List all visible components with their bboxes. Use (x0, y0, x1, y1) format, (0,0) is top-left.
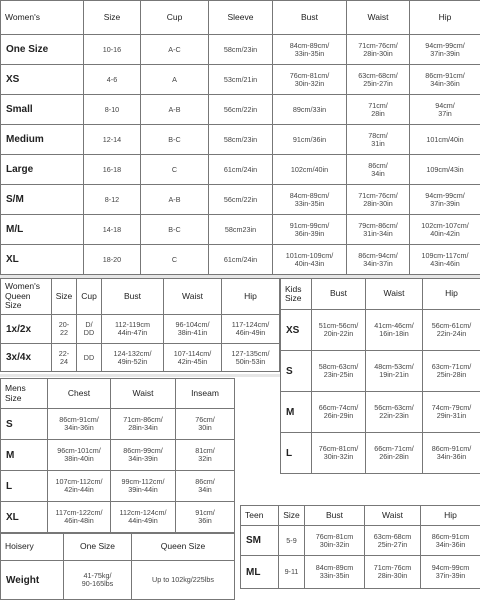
kids-header-row (281, 279, 480, 310)
table-cell: 107cm-112cm/ 42in-44in (48, 471, 111, 502)
table-row (1, 95, 480, 125)
table-cell: 8-12 (84, 185, 141, 215)
table-cell: 101cm-109cm/ 40in-43in (273, 245, 347, 275)
table-row (281, 392, 480, 433)
table-row (1, 315, 280, 344)
table-cell: 56cm-61cm/ 22in-24in (423, 310, 480, 351)
table-cell: 74cm-79cm/ 29in-31in (423, 392, 480, 433)
womens-queen-size-table (0, 278, 280, 372)
women-header-hip: Hip (410, 1, 480, 35)
table-row (281, 351, 480, 392)
row-label: XL (1, 245, 84, 275)
table-cell: 99cm-112cm/ 39in-44in (111, 471, 176, 502)
table-cell: 109cm-117cm/ 43in-46in (410, 245, 480, 275)
table-cell: 10-16 (84, 35, 141, 65)
teen-size-table (240, 505, 480, 589)
row-label: L (1, 471, 48, 502)
table-cell: 91cm/ 36in (176, 502, 235, 533)
table-row (1, 155, 480, 185)
table-row (1, 409, 235, 440)
table-cell: 102cm/40in (273, 155, 347, 185)
row-label: M (281, 392, 312, 433)
table-cell: 81cm/ 32in (176, 440, 235, 471)
queen-header-row (1, 279, 280, 315)
table-cell: 4-6 (84, 65, 141, 95)
row-label: 1x/2x (1, 315, 52, 344)
table-cell: A (141, 65, 209, 95)
table-cell: D/ DD (77, 315, 102, 344)
table-cell: 53cm/21in (209, 65, 273, 95)
row-label: XS (1, 65, 84, 95)
table-cell: 101cm/40in (410, 125, 480, 155)
row-label: S/M (1, 185, 84, 215)
table-cell: 86cm-91cm/ 34in-36in (423, 433, 480, 474)
mens-header-inseam: Inseam (176, 379, 235, 409)
row-label: 3x/4x (1, 344, 52, 372)
table-cell: 86cm-99cm/ 34in-39in (111, 440, 176, 471)
table-cell: A-B (141, 95, 209, 125)
queen-header-cup: Cup (77, 279, 102, 315)
table-cell: 94cm-99cm/ 37in-39in (410, 185, 480, 215)
table-cell: C (141, 245, 209, 275)
table-cell: 112-119cm 44in-47in (102, 315, 164, 344)
table-cell: 71cm-76cm/ 28in-30in (347, 185, 410, 215)
women-header-cup: Cup (141, 1, 209, 35)
table-cell: 71cm-76cm/ 28in-30in (347, 35, 410, 65)
table-row (1, 471, 235, 502)
table-cell: 66cm-74cm/ 26in-29in (312, 392, 366, 433)
table-cell: 41cm-46cm/ 16in-18in (366, 310, 423, 351)
table-cell: 91cm/36in (273, 125, 347, 155)
table-cell: 109cm/43in (410, 155, 480, 185)
row-label: M (1, 440, 48, 471)
hosiery-size-table (0, 533, 235, 600)
table-row (281, 433, 480, 474)
table-cell: 58cm/23in (209, 125, 273, 155)
table-cell: 84cm-89cm/ 33in-35in (273, 35, 347, 65)
row-label: SM (241, 526, 279, 556)
table-cell: 127-135cm/ 50in-53in (222, 344, 280, 372)
row-label: ML (241, 556, 279, 589)
teen-header-row (241, 506, 480, 526)
table-cell: 117cm-122cm/ 46in-48in (48, 502, 111, 533)
table-cell: 71cm-86cm/ 28in-34in (111, 409, 176, 440)
table-cell: B-C (141, 125, 209, 155)
row-label: Large (1, 155, 84, 185)
table-cell: 94cm-99cm/ 37in-39in (410, 35, 480, 65)
mens-header-mens-size: Mens Size (1, 379, 48, 409)
table-cell: 86cm-94cm/ 34in-37in (347, 245, 410, 275)
table-row (1, 344, 280, 372)
table-cell: 79cm-86cm/ 31in-34in (347, 215, 410, 245)
row-label: S (281, 351, 312, 392)
row-label: Weight (1, 561, 64, 600)
teen-header-bust: Bust (305, 506, 365, 526)
mens-header-chest: Chest (48, 379, 111, 409)
queen-header-bust: Bust (102, 279, 164, 315)
table-cell: 20- 22 (52, 315, 77, 344)
table-cell: 58cm-63cm/ 23in-25in (312, 351, 366, 392)
row-label: S (1, 409, 48, 440)
table-cell: 86cm-91cm/ 34in-36in (48, 409, 111, 440)
table-cell: 78cm/ 31in (347, 125, 410, 155)
table-cell: 86cm/ 34in (176, 471, 235, 502)
row-label: XL (1, 502, 48, 533)
table-cell: 76cm-81cm/ 30in-32in (273, 65, 347, 95)
table-cell: 63cm-68cm 25in-27in (365, 526, 421, 556)
teen-header-waist: Waist (365, 506, 421, 526)
queen-header-hip: Hip (222, 279, 280, 315)
queen-header-size: Size (52, 279, 77, 315)
row-label: One Size (1, 35, 84, 65)
table-cell: 9-11 (279, 556, 305, 589)
table-cell: B-C (141, 215, 209, 245)
teen-header-hip: Hip (421, 506, 480, 526)
table-row (1, 502, 235, 533)
table-cell: 86cm-91cm/ 34in-36in (410, 65, 480, 95)
table-cell: DD (77, 344, 102, 372)
table-row (1, 35, 480, 65)
kids-header-kids-size: Kids Size (281, 279, 312, 310)
table-row (1, 561, 235, 600)
table-cell: 71cm/ 28in (347, 95, 410, 125)
table-cell: 76cm/ 30in (176, 409, 235, 440)
table-cell: 63cm-71cm/ 25in-28in (423, 351, 480, 392)
table-cell: 117-124cm/ 46in-49in (222, 315, 280, 344)
table-row (241, 556, 480, 589)
table-row (1, 245, 480, 275)
table-cell: 5-9 (279, 526, 305, 556)
mens-size-table (0, 378, 235, 533)
table-row (241, 526, 480, 556)
table-cell: 61cm/24in (209, 155, 273, 185)
row-label: Small (1, 95, 84, 125)
women-header-bust: Bust (273, 1, 347, 35)
table-cell: 48cm-53cm/ 19in-21in (366, 351, 423, 392)
table-cell: Up to 102kg/225lbs (132, 561, 235, 600)
womens-size-table (0, 0, 480, 275)
kids-header-bust: Bust (312, 279, 366, 310)
teen-header-size: Size (279, 506, 305, 526)
table-cell: 84cm-89cm 33in-35in (305, 556, 365, 589)
queen-header-waist: Waist (164, 279, 222, 315)
kids-size-table (280, 278, 480, 474)
women-header-sleeve: Sleeve (209, 1, 273, 35)
table-cell: 96-104cm/ 38in-41in (164, 315, 222, 344)
table-cell: 76cm-81cm 30in-32in (305, 526, 365, 556)
table-cell: 102cm-107cm/ 40in-42in (410, 215, 480, 245)
mens-header-row (1, 379, 235, 409)
hosiery-header-row (1, 534, 235, 561)
row-label: XS (281, 310, 312, 351)
table-cell: 14-18 (84, 215, 141, 245)
mens-header-waist: Waist (111, 379, 176, 409)
table-cell: 89cm/33in (273, 95, 347, 125)
hosiery-header-queen-size: Queen Size (132, 534, 235, 561)
row-label: L (281, 433, 312, 474)
row-label: Medium (1, 125, 84, 155)
table-cell: 94cm-99cm 37in-39in (421, 556, 480, 589)
table-row (1, 185, 480, 215)
table-row (1, 65, 480, 95)
teen-header-teen: Teen (241, 506, 279, 526)
table-cell: 56cm/22in (209, 95, 273, 125)
table-cell: C (141, 155, 209, 185)
table-cell: A-B (141, 185, 209, 215)
table-cell: 86cm-91cm 34in-36in (421, 526, 480, 556)
table-cell: 76cm-81cm/ 30in-32in (312, 433, 366, 474)
table-cell: 56cm/22in (209, 185, 273, 215)
table-cell: 84cm-89cm/ 33in-35in (273, 185, 347, 215)
table-row (1, 125, 480, 155)
table-cell: 94cm/ 37in (410, 95, 480, 125)
table-cell: 66cm-71cm/ 26in-28in (366, 433, 423, 474)
table-cell: 96cm-101cm/ 38in-40in (48, 440, 111, 471)
table-cell: 12-14 (84, 125, 141, 155)
women-header-waist: Waist (347, 1, 410, 35)
kids-header-waist: Waist (366, 279, 423, 310)
table-cell: 18-20 (84, 245, 141, 275)
table-cell: 56cm-63cm/ 22in-23in (366, 392, 423, 433)
row-label: M/L (1, 215, 84, 245)
women-header-size: Size (84, 1, 141, 35)
table-cell: 16-18 (84, 155, 141, 185)
table-cell: 71cm-76cm 28in-30in (365, 556, 421, 589)
hosiery-header-hoisery: Hoisery (1, 534, 64, 561)
table-cell: 63cm-68cm/ 25in-27in (347, 65, 410, 95)
table-cell: 58cm23in (209, 215, 273, 245)
table-cell: 58cm/23in (209, 35, 273, 65)
table-cell: A-C (141, 35, 209, 65)
table-cell: 22- 24 (52, 344, 77, 372)
table-row (1, 440, 235, 471)
kids-header-hip: Hip (423, 279, 480, 310)
table-cell: 124-132cm/ 49in-52in (102, 344, 164, 372)
queen-header-women-s-queen-size: Women's Queen Size (1, 279, 52, 315)
women-header-row (1, 1, 480, 35)
hosiery-header-one-size: One Size (64, 534, 132, 561)
table-cell: 107-114cm/ 42in-45in (164, 344, 222, 372)
table-cell: 8-10 (84, 95, 141, 125)
table-row (281, 310, 480, 351)
table-cell: 112cm-124cm/ 44in-49in (111, 502, 176, 533)
table-cell: 91cm-99cm/ 36in-39in (273, 215, 347, 245)
women-header-women-s: Women's (1, 1, 84, 35)
table-cell: 61cm/24in (209, 245, 273, 275)
table-cell: 51cm-56cm/ 20in-22in (312, 310, 366, 351)
table-cell: 41-75kg/ 90-165lbs (64, 561, 132, 600)
table-cell: 86cm/ 34in (347, 155, 410, 185)
table-row (1, 215, 480, 245)
